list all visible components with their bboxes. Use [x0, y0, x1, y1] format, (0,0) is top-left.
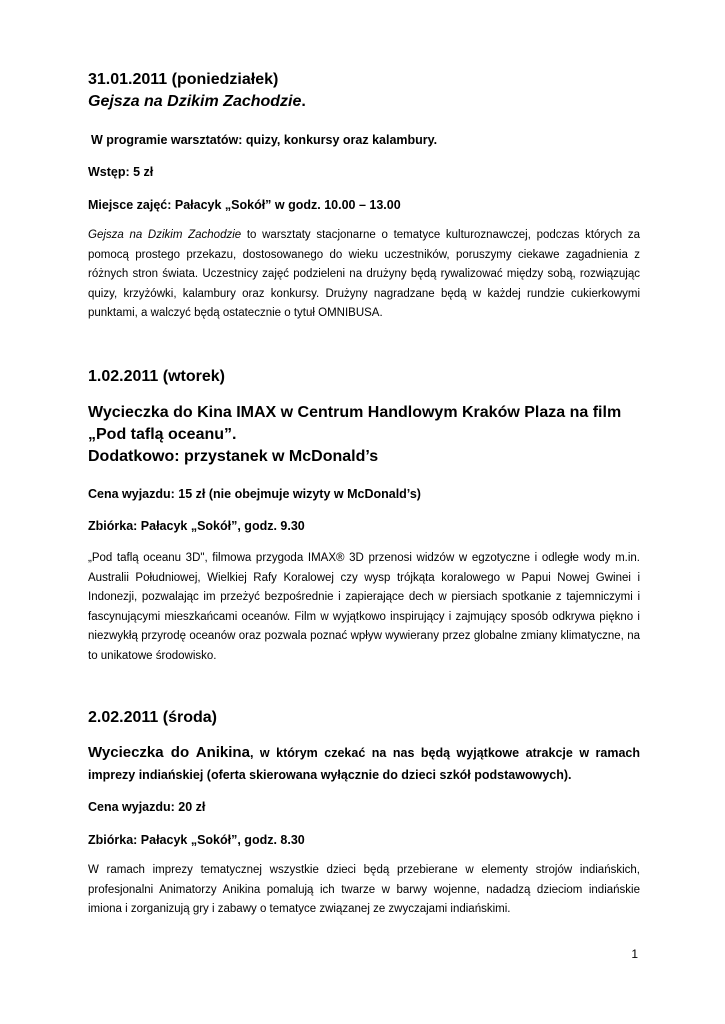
- section-2-description: „Pod taflą oceanu 3D", filmowa przygoda IMAX® 3D przenosi widzów w egzotyczne i odległe wody m.in. Australii Południowej, Wielkiej Rafy Koralowej czy wysp trójkąta koralowego w Papui Nowej Gwinei i Indonezji, pozwalając im przeżyć bezpośrednie i zapierające dech w piersiach spotkanie z tajemniczymi i fascynującymi mieszkańcami oceanów. Film w wyjątkowo inspirujący i zajmujący sposób odkrywa piękno i niezwykłą przyrodę oceanów oraz pozwala poznać wpływ wywierany przez globalne zmiany klimatyczne, na to unikatowe środowisko.: [88, 552, 640, 662]
- section-3-description: W ramach imprezy tematycznej wszystkie dzieci będą przebierane w elementy strojów indiańskich, profesjonalni Animatorzy Anikina pomalują ich twarze w barwy wojenne, nadadzą dzieciom indiańskie imiona i zorganizują gry i zabawy o tematyce związanej ze zwyczajami indiańskimi.: [88, 864, 640, 915]
- section-3-title-big: Wycieczka do Anikina: [88, 744, 250, 761]
- section-2-title: Wycieczka do Kina IMAX w Centrum Handlowym Kraków Plaza na film „Pod taflą oceanu”.: [88, 404, 622, 443]
- page-number: 1: [631, 947, 638, 961]
- section-2-date: 1.02.2011 (wtorek): [88, 368, 225, 385]
- section-3-date: 2.02.2011 (środa): [88, 709, 217, 726]
- section-1-desc-rest: to warsztaty stacjonarne o tematyce kulturoznawczej, podczas których za pomocą prostego przekazu, dostosowanego do wieku uczestników, poruszymy ciekawe zagadnienia z różnych stron świata. Uczestnicy zajęć podzieleni na drużyny będą rywalizować między sobą, rozwiązując quizy, krzyżówki, kalambury oraz konkursy. Drużyny nagradzane będą w każdej rundzie cukierkowymi punktami, a walczyć będą ostatecznie o tytuł OMNIBUSA.: [88, 229, 640, 319]
- section-1-header: [88, 69, 640, 113]
- section-3-meeting: Zbiórka: Pałacyk „Sokół”, godz. 8.30: [88, 833, 305, 847]
- section-2-header: [88, 402, 640, 468]
- section-2-price: Cena wyjazdu: 15 zł (nie obejmuje wizyty w McDonald’s): [88, 487, 421, 501]
- section-1-program: W programie warsztatów: quizy, konkursy oraz kalambury.: [91, 133, 438, 147]
- section-1-place: Miejsce zajęć: Pałacyk „Sokół” w godz. 10.00 – 13.00: [88, 198, 401, 212]
- section-1-title: [88, 91, 640, 113]
- section-3-title: [88, 742, 640, 786]
- section-1-title-end: .: [301, 93, 306, 110]
- section-1-description: [88, 226, 640, 324]
- section-1-entry: Wstęp: 5 zł: [88, 165, 154, 179]
- section-3-title-rest: , w którym czekać na nas będą wyjątkowe atrakcje w ramach imprezy indiańskiej (oferta skierowana wyłącznie do dzieci szkół podstawowych).: [88, 746, 641, 782]
- section-1-date: 31.01.2011 (poniedziałek): [88, 71, 279, 88]
- section-3-price: Cena wyjazdu: 20 zł: [88, 800, 206, 814]
- section-2-subtitle: Dodatkowo: przystanek w McDonald’s: [88, 448, 379, 465]
- section-2-meeting: Zbiórka: Pałacyk „Sokół”, godz. 9.30: [88, 519, 305, 533]
- section-1-desc-italic: Gejsza na Dzikim Zachodzie: [88, 229, 242, 241]
- section-1-title-text: Gejsza na Dzikim Zachodzie: [88, 93, 302, 110]
